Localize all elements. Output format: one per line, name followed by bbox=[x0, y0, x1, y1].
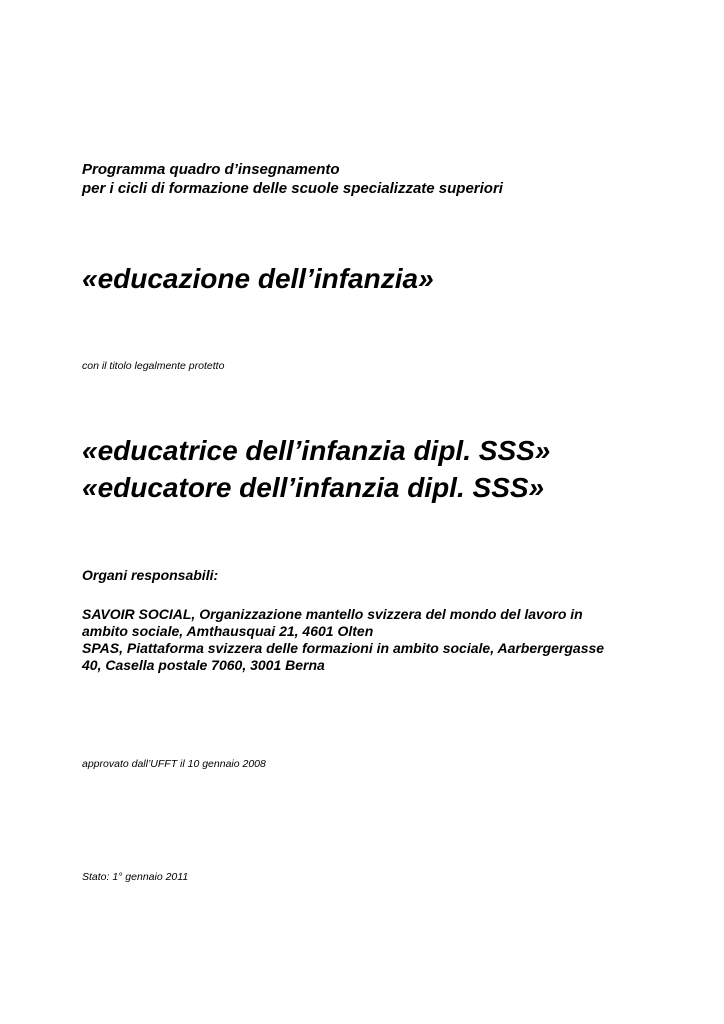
subtitle-line-2: per i cicli di formazione delle scuole specializzate superiori bbox=[82, 180, 503, 197]
degree-title-male: «educatore dell’infanzia dipl. SSS» bbox=[82, 472, 545, 503]
organs-line: SAVOIR SOCIAL, Organizzazione mantello svizzera del mondo del lavoro in bbox=[82, 606, 583, 622]
organs-line: ambito sociale, Amthausquai 21, 4601 Olten bbox=[82, 623, 374, 639]
approval-note: approvato dall’UFFT il 10 gennaio 2008 bbox=[82, 758, 266, 770]
subtitle-line-1: Programma quadro d’insegnamento bbox=[82, 161, 340, 178]
degree-title-female: «educatrice dell’infanzia dipl. SSS» bbox=[82, 435, 551, 466]
document-subtitle bbox=[82, 160, 503, 198]
organs-line: 40, Casella postale 7060, 3001 Berna bbox=[82, 657, 325, 673]
organs-list bbox=[82, 606, 604, 674]
organs-line: SPAS, Piattaforma svizzera delle formazioni in ambito sociale, Aarbergergasse bbox=[82, 640, 605, 656]
main-title: «educazione dell’infanzia» bbox=[82, 263, 434, 294]
organs-heading: Organi responsabili: bbox=[82, 567, 219, 583]
status-date: Stato: 1° gennaio 2011 bbox=[82, 871, 189, 883]
legal-note: con il titolo legalmente protetto bbox=[82, 360, 225, 372]
degree-titles bbox=[82, 432, 550, 506]
